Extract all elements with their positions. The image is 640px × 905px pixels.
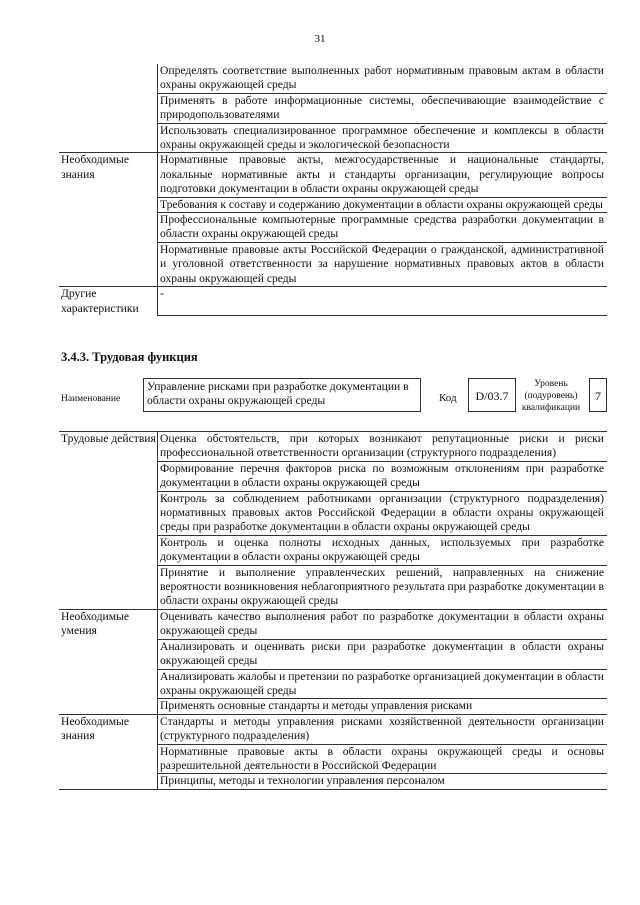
function-requirements-table xyxy=(59,431,607,790)
requirement-cell: Анализировать жалобы и претензии по разработке организацией документации в области охраны окружающей среды xyxy=(158,669,608,699)
function-header xyxy=(61,376,611,416)
requirement-cell: Требования к составу и содержанию документации в области охраны окружающей среды xyxy=(158,197,608,212)
level-value-field: 7 xyxy=(589,378,607,412)
level-label: Уровень (подуровень) квалификации xyxy=(521,379,581,413)
table-row xyxy=(59,432,607,462)
requirement-cell: Определять соответствие выполненных работ нормативным правовым актам в области охраны окружающей среды xyxy=(158,64,608,93)
top-requirements-table xyxy=(59,64,607,316)
section-heading: 3.4.3. Трудовая функция xyxy=(61,350,198,364)
requirement-cell: Контроль и оценка полноты исходных данных, используемых при разработке документации в области охраны окружающей среды xyxy=(158,535,608,565)
table-row xyxy=(59,714,607,744)
requirement-cell: Контроль за соблюдением работниками организации (структурного подразделения) нормативных правовых актов Российской Федерации в области охраны окружающей среды при разработке документации в области охраны окружающей среды xyxy=(158,491,608,535)
requirement-cell: Принципы, методы и технологии управления персоналом xyxy=(158,774,608,789)
group-label xyxy=(59,64,158,153)
requirement-cell: Применять в работе информационные системы, обеспечивающие взаимодействие с природопользователями xyxy=(158,93,608,123)
requirement-cell: Оценка обстоятельств, при которых возникают репутационные риски и риски профессиональной ответственности организации (структурного подразделения) xyxy=(158,432,608,462)
requirement-cell: Формирование перечня факторов риска по возможным отклонениям при разработке документации в области охраны окружающей среды xyxy=(158,461,608,491)
requirement-cell: Нормативные правовые акты Российской Федерации о гражданской, административной и уголовной ответственности за нарушение нормативных правовых актов в области охраны окружающей среды xyxy=(158,242,608,286)
table-row xyxy=(59,287,607,316)
requirement-cell: Нормативные правовые акты в области охраны окружающей среды и основы разрешительной деятельности в Российской Федерации xyxy=(158,744,608,774)
requirement-cell: Применять основные стандарты и методы управления рисками xyxy=(158,699,608,714)
group-label: Необходимые знания xyxy=(59,714,158,789)
function-name-field: Управление рисками при разработке документации в области охраны окружающей среды xyxy=(143,378,421,412)
requirement-cell: Анализировать и оценивать риски при разработке документации в области охраны окружающей среды xyxy=(158,639,608,669)
requirement-cell: - xyxy=(158,287,608,316)
code-label: Код xyxy=(439,392,457,404)
group-label: Трудовые действия xyxy=(59,432,158,610)
group-label: Необходимые умения xyxy=(59,609,158,714)
group-label: Другие характеристики xyxy=(61,287,139,315)
table-row xyxy=(59,609,607,639)
requirement-cell: Стандарты и методы управления рисками хозяйственной деятельности организации (структурного подразделения) xyxy=(158,714,608,744)
group-label: Необходимые знания xyxy=(59,153,158,287)
requirement-cell: Нормативные правовые акты, межгосударственные и национальные стандарты, локальные нормативные акты и стандарты организации, регулирующие вопросы подготовки документации в области охраны окружающей среды xyxy=(158,153,608,197)
requirement-cell: Использовать специализированное программное обеспечение и комплексы в области охраны окружающей среды и экологической безопасности xyxy=(158,123,608,153)
requirement-cell: Профессиональные компьютерные программные средства разработки документации в области охраны окружающей среды xyxy=(158,213,608,243)
table-row xyxy=(59,64,607,93)
table-row xyxy=(59,153,607,197)
function-code-field: D/03.7 xyxy=(468,378,516,412)
name-label: Наименование xyxy=(61,394,121,404)
requirement-cell: Принятие и выполнение управленческих решений, направленных на снижение вероятности возникновения неблагоприятного результата при разработке документации в области охраны окружающей среды xyxy=(158,565,608,609)
page-number: 31 xyxy=(314,33,326,45)
requirement-cell: Оценивать качество выполнения работ по разработке документации в области охраны окружающей среды xyxy=(158,609,608,639)
